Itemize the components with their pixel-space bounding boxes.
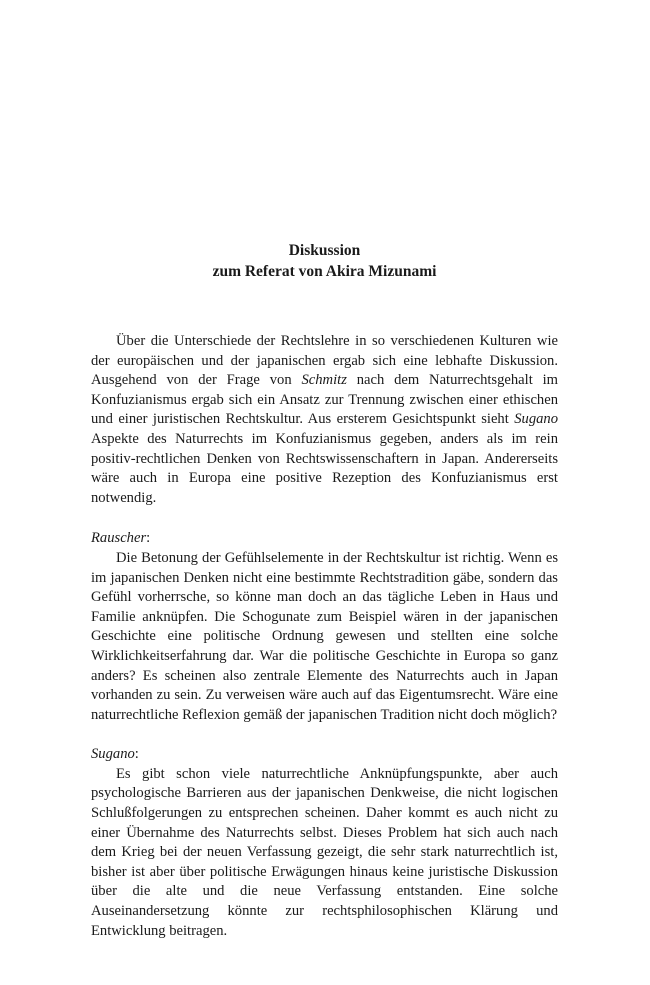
title-line-1: Diskussion — [288, 242, 361, 259]
speaker-statement: Die Betonung der Gefühlselemente in der Rechtskultur ist richtig. Wenn es im japanischen Denken nicht eine bestimmte Rechtstradition gäbe, sondern das Gefühl vorherrsche, so könne man doch an das tägliche Leben in Haus und Familie anknüpfen. Die Schogunate zum Beispiel wären in der japanischen Geschichte eine politische Ordnung gewesen und stellten eine solche Wirklichkeitserfahrung dar. War die politische Geschichte in Europa so ganz anders? Es scheinen also zentrale Elemente des Naturrechts auch in Japan vorhanden zu sein. Zu verweisen wäre auch auf das Eigentumsrecht. Wäre eine naturrechtliche Reflexion gemäß der japanischen Tradition nicht doch möglich? — [91, 549, 558, 723]
intro-text-part-2: nach dem Naturrechtsgehalt im Konfuzianismus ergab sich ein Ansatz zur Trennung zwischen einer ethischen und einer juristischen Rechtskultur. Aus ersterem Gesichtspunkt sieht — [91, 372, 559, 428]
intro-text-part-3: Aspekte des Naturrechts im Konfuzianismus gegeben, anders als im rein positiv-rechtlichen Denken von Rechtswissenschaftern in Japan. Andererseits wäre auch in Europa eine positive Rezeption des Konfuzianismus erst notwendig. — [91, 430, 558, 506]
title-line-2: zum Referat von Akira Mizunami — [212, 263, 437, 280]
speaker-label — [91, 529, 558, 549]
person-name-sugano: Sugano — [514, 411, 558, 428]
speaker-separator: : — [146, 530, 151, 547]
page-title — [91, 240, 558, 282]
discussion-section-sugano — [91, 745, 558, 941]
intro-section — [91, 332, 558, 508]
speaker-separator: : — [134, 746, 139, 763]
intro-text-part-1: Über die Unterschiede der Rechtslehre in so verschiedenen Kulturen wie der europäischen und der japanischen ergab sich eine lebhafte Diskussion. Ausgehend von der Frage von — [91, 333, 558, 389]
speaker-name: Rauscher — [91, 530, 147, 547]
speaker-label — [91, 745, 558, 765]
speaker-name: Sugano — [91, 746, 135, 763]
person-name-schmitz: Schmitz — [301, 372, 347, 389]
discussion-section-rauscher — [91, 529, 558, 725]
intro-paragraph — [91, 332, 558, 508]
document-page — [91, 240, 558, 941]
speaker-statement: Es gibt schon viele naturrechtliche Anknüpfungspunkte, aber auch psychologische Barrieren aus der japanischen Denkweise, die nicht logischen Schlußfolgerungen zu entsprechen scheinen. Daher kommt es auch nicht zu einer Übernahme des Naturrechts selbst. Dieses Problem hat sich auch nach dem Krieg bei der neuen Verfassung gezeigt, die sehr stark naturrechtlich ist, bisher ist aber über politische Erwägungen hinaus keine juristische Diskussion über die alte und die neue Verfassung entstanden. Eine solche Auseinandersetzung könnte zur rechtsphilosophischen Klärung und Entwicklung beitragen. — [91, 765, 558, 939]
